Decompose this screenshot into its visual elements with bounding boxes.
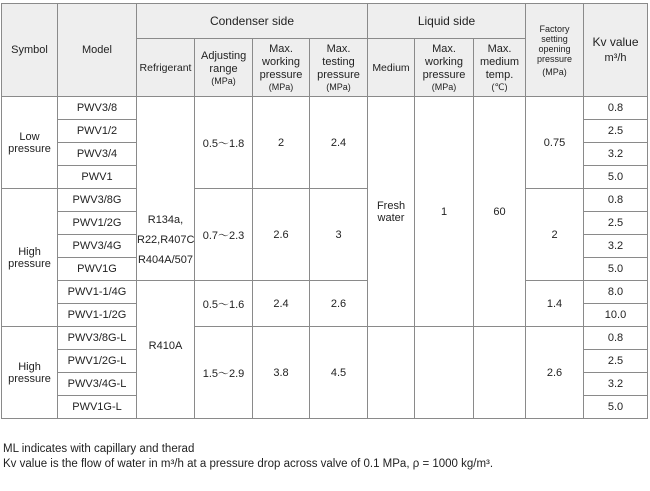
adjusting-range-cell: 0.5～1.6 <box>195 281 253 327</box>
condenser-side-header: Condenser side <box>137 4 368 39</box>
max-medium-temp-unit: (℃) <box>491 82 508 92</box>
kv-cell: 5.0 <box>584 396 648 419</box>
kv-cell: 5.0 <box>584 258 648 281</box>
footnote-ml: ML indicates with capillary and therad <box>3 443 195 455</box>
max-working-unit: (MPa) <box>268 82 294 92</box>
adjusting-range-label: Adjusting range <box>201 49 247 75</box>
model-cell: PWV1-1/2G <box>58 304 137 327</box>
max-testing-label: Max. testing pressure <box>317 43 360 81</box>
model-cell: PWV1/2G-L <box>58 350 137 373</box>
refrigerant-b: R410A <box>148 339 183 352</box>
model-cell: PWV1-1/4G <box>58 281 137 304</box>
model-cell: PWV3/8G-L <box>58 327 137 350</box>
model-header: Model <box>58 4 137 97</box>
kv-cell: 3.2 <box>584 235 648 258</box>
kv-cell: 2.5 <box>584 120 648 143</box>
factory-setting-label: Factory setting opening pressure <box>537 23 573 64</box>
liquid-max-working-label: Max. working pressure <box>422 43 466 81</box>
kv-cell: 0.8 <box>584 327 648 350</box>
max-testing-cell: 2.6 <box>310 281 368 327</box>
liquid-max-working-header <box>415 39 474 97</box>
max-working-cell: 3.8 <box>253 327 310 419</box>
adjusting-range-header <box>195 39 253 97</box>
adjusting-range-unit: (MPa) <box>211 75 236 86</box>
liquid-max-working-cell: 1 <box>415 97 474 327</box>
kv-value-header <box>584 4 648 97</box>
refrigerant-line: R404A/507 <box>137 254 194 266</box>
spec-table <box>1 3 648 419</box>
kv-cell: 2.5 <box>584 350 648 373</box>
kv-cell: 8.0 <box>584 281 648 304</box>
max-working-label: Max. working pressure <box>259 43 303 81</box>
symbol-header: Symbol <box>2 4 58 97</box>
factory-setting-header <box>526 4 584 97</box>
max-testing-cell: 3 <box>310 189 368 281</box>
max-working-cell: 2.4 <box>253 281 310 327</box>
model-cell: PWV1G <box>58 258 137 281</box>
model-cell: PWV1G-L <box>58 396 137 419</box>
group-high-pressure: High pressure <box>2 327 58 419</box>
kv-value-unit: m³/h <box>604 52 627 64</box>
refrigerant-line: R134a, <box>147 214 184 226</box>
group-high-pressure: High pressure <box>2 189 58 327</box>
medium-cell <box>368 327 415 419</box>
factory-setting-unit: (MPa) <box>542 66 567 77</box>
kv-cell: 0.8 <box>584 97 648 120</box>
refrigerant-cell <box>137 97 195 281</box>
model-cell: PWV3/4G <box>58 235 137 258</box>
liquid-max-working-cell <box>415 327 474 419</box>
kv-value-label: Kv value <box>592 35 639 49</box>
refrigerant-header: Refrigerant <box>137 39 195 97</box>
kv-cell: 2.5 <box>584 212 648 235</box>
max-testing-cell: 2.4 <box>310 97 368 189</box>
max-working-header <box>253 39 310 97</box>
footnotes <box>3 442 493 472</box>
refrigerant-line: R22,R407C <box>137 234 195 246</box>
max-working-cell: 2 <box>253 97 310 189</box>
model-cell: PWV1/2 <box>58 120 137 143</box>
footnote-kv: Kv value is the flow of water in m³/h at a pressure drop across valve of 0.1 MPa, ρ = 1000 kg/m³. <box>3 458 494 470</box>
adjusting-range-cell: 0.7～2.3 <box>195 189 253 281</box>
liquid-max-working-unit: (MPa) <box>431 82 457 92</box>
model-cell: PWV3/8G <box>58 189 137 212</box>
max-working-cell: 2.6 <box>253 189 310 281</box>
model-cell: PWV3/8 <box>58 97 137 120</box>
refrigerant-cell <box>137 281 195 419</box>
max-medium-temp-header <box>474 39 526 97</box>
model-cell: PWV3/4 <box>58 143 137 166</box>
kv-cell: 10.0 <box>584 304 648 327</box>
liquid-side-header: Liquid side <box>368 4 526 39</box>
factory-setting-cell: 2 <box>526 189 584 281</box>
kv-cell: 0.8 <box>584 189 648 212</box>
adjusting-range-cell: 0.5～1.8 <box>195 97 253 189</box>
medium-header: Medium <box>368 39 415 97</box>
kv-cell: 3.2 <box>584 143 648 166</box>
kv-cell: 5.0 <box>584 166 648 189</box>
liquid-max-temp-cell <box>474 327 526 419</box>
factory-setting-cell: 0.75 <box>526 97 584 189</box>
max-medium-temp-label: Max. medium temp. <box>479 43 520 81</box>
max-testing-unit: (MPa) <box>326 82 351 92</box>
group-low-pressure: Low pressure <box>2 97 58 189</box>
max-testing-header <box>310 39 368 97</box>
medium-cell: Fresh water <box>368 97 415 327</box>
model-cell: PWV1/2G <box>58 212 137 235</box>
liquid-max-temp-cell: 60 <box>474 97 526 327</box>
factory-setting-cell: 2.6 <box>526 327 584 419</box>
max-testing-cell: 4.5 <box>310 327 368 419</box>
model-cell: PWV3/4G-L <box>58 373 137 396</box>
adjusting-range-cell: 1.5～2.9 <box>195 327 253 419</box>
kv-cell: 3.2 <box>584 373 648 396</box>
factory-setting-cell: 1.4 <box>526 281 584 327</box>
model-cell: PWV1 <box>58 166 137 189</box>
